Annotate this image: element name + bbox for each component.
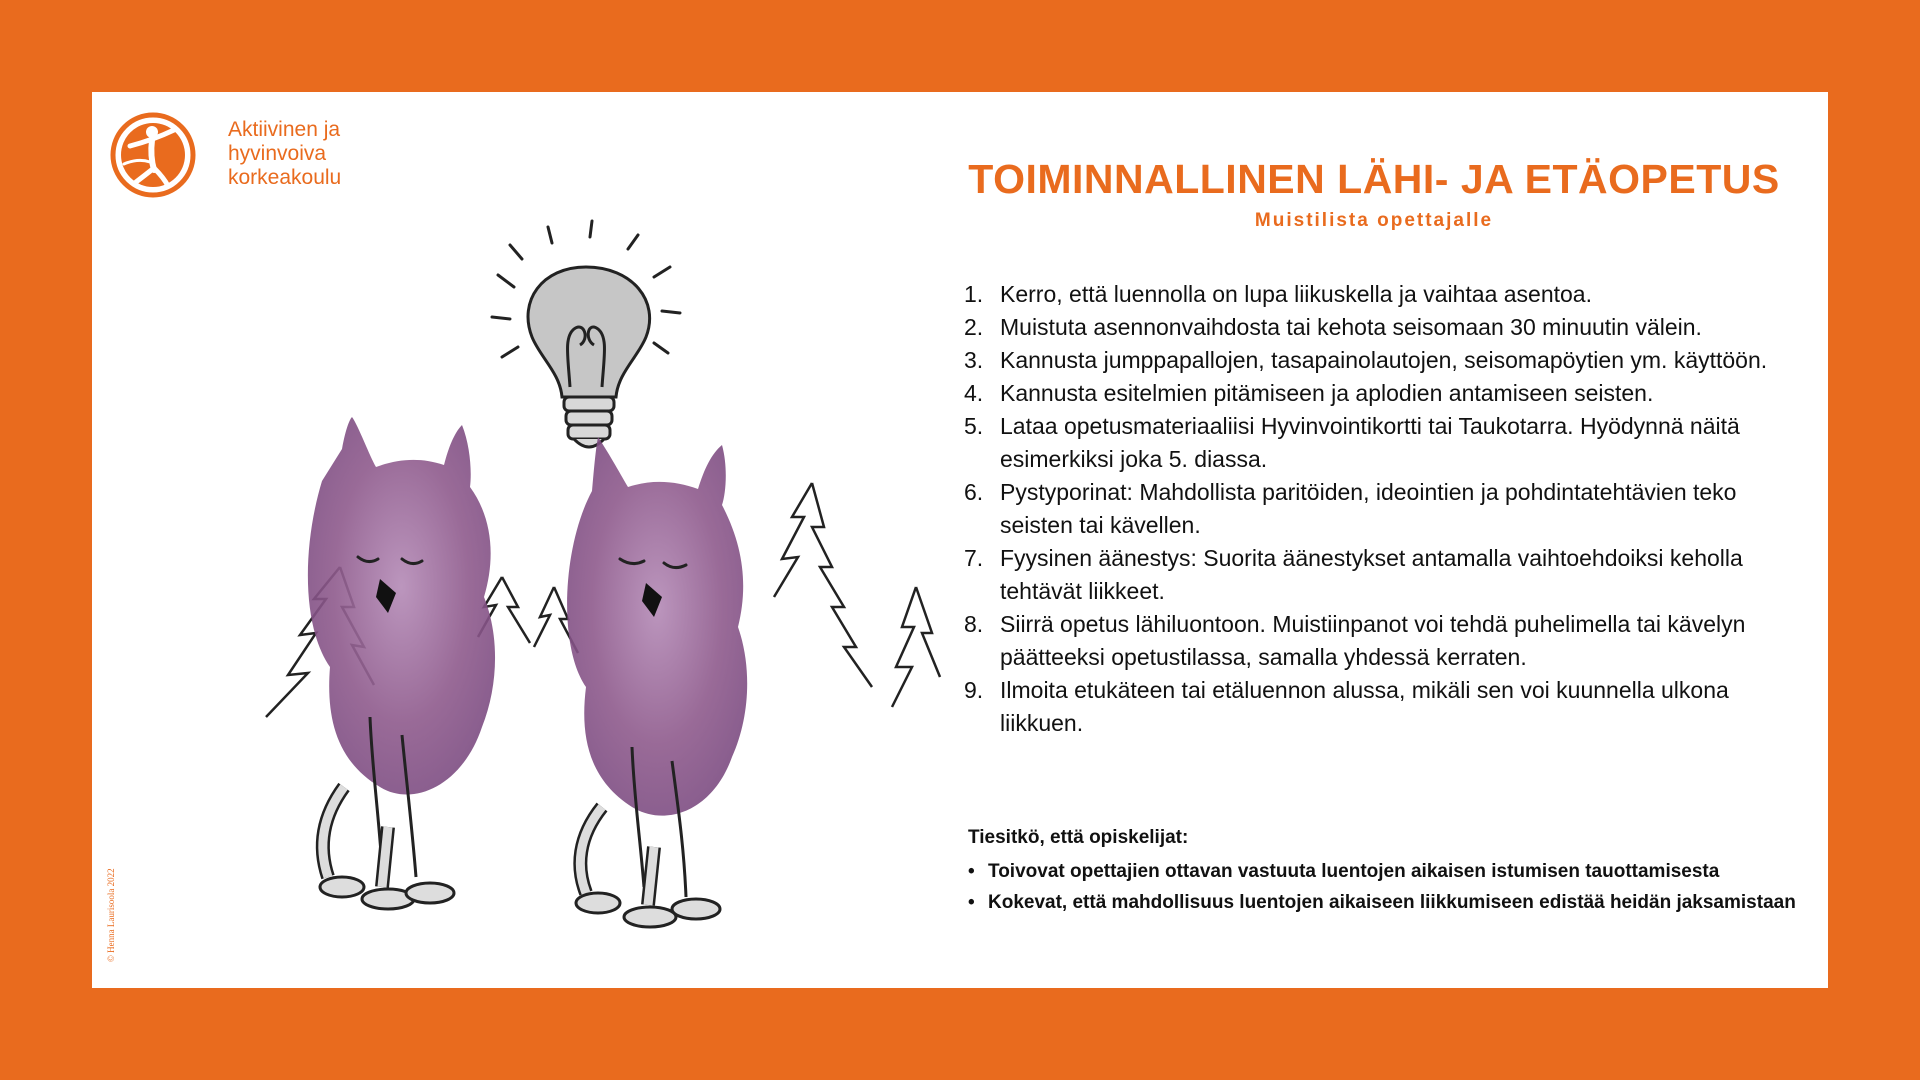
logo-line: Aktiivinen ja bbox=[228, 118, 341, 141]
checklist bbox=[964, 278, 1804, 740]
list-item-number: 6. bbox=[964, 479, 984, 505]
list-item-text: Ilmoita etukäteen tai etäluennon alussa, mikäli sen voi kuunnella ulkona liikkuen. bbox=[1000, 677, 1729, 736]
list-item bbox=[964, 344, 1804, 377]
lightbulb-icon bbox=[492, 221, 680, 447]
did-you-know-title: Tiesitkö, että opiskelijat: bbox=[968, 827, 1189, 848]
logo-line: korkeakoulu bbox=[228, 166, 342, 189]
list-item-number: 9. bbox=[964, 677, 984, 703]
list-item bbox=[964, 278, 1804, 311]
logo-line: hyvinvoiva bbox=[228, 142, 327, 165]
illustration-credit: © Henna Laurisoola 2022 bbox=[106, 868, 116, 962]
list-item-number: 2. bbox=[964, 314, 984, 340]
list-item-text: Fyysinen äänestys: Suorita äänestykset antamalla vaihtoehdoiksi keholla tehtävät liikkeet. bbox=[1000, 545, 1743, 604]
did-you-know-section bbox=[968, 827, 1808, 918]
logo-mark-icon bbox=[110, 112, 196, 198]
list-item-text: Kerro, että luennolla on lupa liikuskella ja vaihtaa asentoa. bbox=[1000, 281, 1592, 307]
owl-icon bbox=[308, 417, 495, 909]
list-item-number: 7. bbox=[964, 545, 984, 571]
bullet-icon: • bbox=[968, 861, 975, 882]
list-item bbox=[964, 377, 1804, 410]
page-subtitle: Muistilista opettajalle bbox=[1254, 210, 1494, 231]
list-item-number: 3. bbox=[964, 347, 984, 373]
bullet-icon: • bbox=[968, 892, 975, 913]
list-item bbox=[964, 542, 1804, 608]
fact-text: Kokevat, että mahdollisuus luentojen aikaiseen liikkumiseen edistää heidän jaksamistaan bbox=[988, 892, 1796, 913]
logo-text bbox=[228, 118, 341, 190]
list-item-number: 4. bbox=[964, 380, 984, 406]
list-item bbox=[964, 608, 1804, 674]
list-item bbox=[964, 311, 1804, 344]
list-item bbox=[964, 476, 1804, 542]
owls-illustration bbox=[192, 187, 972, 977]
fact-item bbox=[968, 887, 1808, 918]
list-item-text: Kannusta esitelmien pitämiseen ja aplodien antamiseen seisten. bbox=[1000, 380, 1654, 406]
page-title: TOIMINNALLINEN LÄHI- JA ETÄOPETUS bbox=[968, 156, 1780, 202]
list-item-text: Lataa opetusmateriaaliisi Hyvinvointikortti tai Taukotarra. Hyödynnä näitä esimerkiksi joka 5. diassa. bbox=[1000, 413, 1740, 472]
list-item-text: Kannusta jumppapallojen, tasapainolautojen, seisomapöytien ym. käyttöön. bbox=[1000, 347, 1768, 373]
list-item-text: Siirrä opetus lähiluontoon. Muistiinpanot voi tehdä puhelimella tai kävelyn päätteeksi opetustilassa, samalla yhdessä kerraten. bbox=[1000, 611, 1746, 670]
list-item bbox=[964, 410, 1804, 476]
list-item-number: 5. bbox=[964, 413, 984, 439]
list-item-number: 8. bbox=[964, 611, 984, 637]
fact-text: Toivovat opettajien ottavan vastuuta luentojen aikaisen istumisen tauottamisesta bbox=[988, 861, 1720, 882]
list-item bbox=[964, 674, 1804, 740]
poster-card bbox=[92, 92, 1828, 988]
fact-item bbox=[968, 856, 1808, 887]
list-item-number: 1. bbox=[964, 281, 984, 307]
list-item-text: Pystyporinat: Mahdollista paritöiden, ideointien ja pohdintatehtävien teko seisten tai kävellen. bbox=[1000, 479, 1737, 538]
owl-icon bbox=[567, 437, 747, 927]
list-item-text: Muistuta asennonvaihdosta tai kehota seisomaan 30 minuutin välein. bbox=[1000, 314, 1702, 340]
